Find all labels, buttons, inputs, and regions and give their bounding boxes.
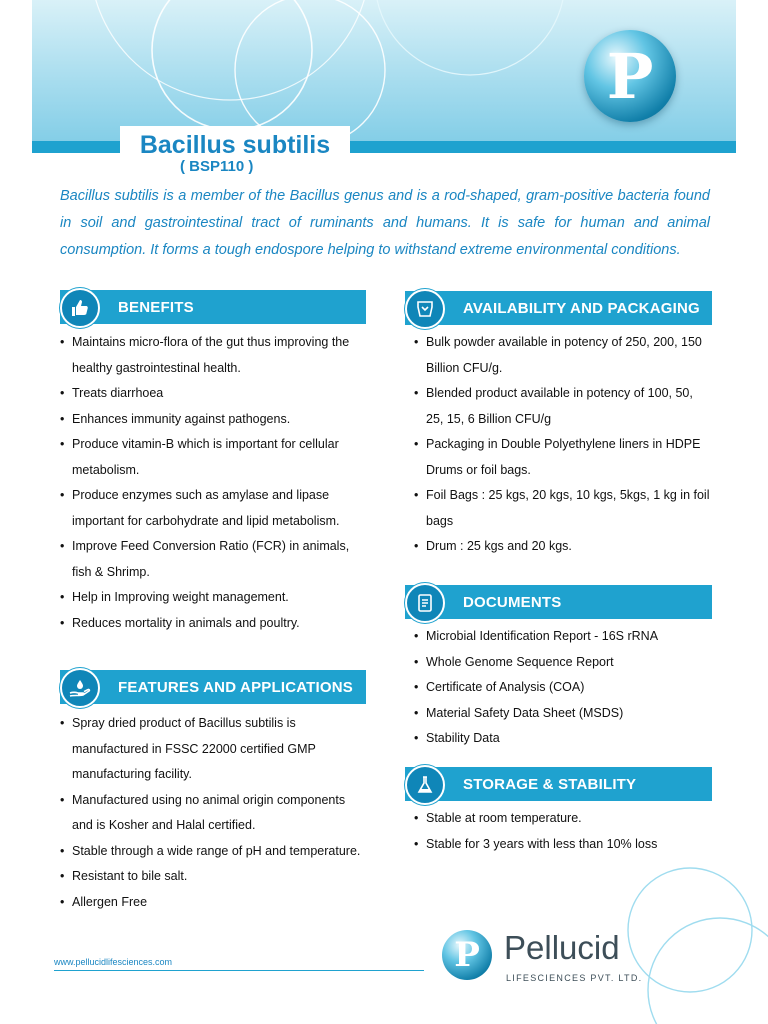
list-item: • Improve Feed Conversion Ratio (FCR) in animals, fish & Shrimp.: [60, 534, 366, 585]
list-item: • Treats diarrhoea: [60, 381, 366, 407]
storage-heading: [405, 767, 712, 801]
benefits-list: [60, 330, 366, 636]
documents-list: [414, 624, 710, 752]
pellucid-logo-icon: P: [442, 930, 492, 980]
list-item: • Certificate of Analysis (COA): [414, 675, 710, 701]
list-item: • Stable through a wide range of pH and temperature.: [60, 839, 366, 865]
website-link[interactable]: www.pellucidlifesciences.com: [54, 957, 173, 967]
list-item: • Foil Bags : 25 kgs, 20 kgs, 10 kgs, 5kgs, 1 kg in foil bags: [414, 483, 710, 534]
brand-name: Pellucid: [504, 929, 620, 966]
features-heading: [60, 670, 366, 704]
list-item: • Produce vitamin-B which is important for cellular metabolism.: [60, 432, 366, 483]
list-item: • Reduces mortality in animals and poultry.: [60, 611, 366, 637]
list-item: • Microbial Identification Report - 16S rRNA: [414, 624, 710, 650]
list-item: • Maintains micro-flora of the gut thus improving the healthy gastrointestinal health.: [60, 330, 366, 381]
list-item: • Bulk powder available in potency of 250, 200, 150 Billion CFU/g.: [414, 330, 710, 381]
brand-subtitle: LIFESCIENCES PVT. LTD.: [506, 973, 643, 983]
list-item: • Enhances immunity against pathogens.: [60, 407, 366, 433]
benefits-title: BENEFITS: [118, 298, 194, 316]
page-title: Bacillus subtilis: [139, 131, 331, 159]
list-item: • Drum : 25 kgs and 20 kgs.: [414, 534, 710, 560]
list-item: • Stable for 3 years with less than 10% loss: [414, 832, 710, 858]
availability-heading: [405, 291, 712, 325]
list-item: • Resistant to bile salt.: [60, 864, 366, 890]
storage-title: STORAGE & STABILITY: [463, 775, 637, 793]
pellucid-p-logo-icon: P: [584, 30, 676, 122]
list-item: • Packaging in Double Polyethylene liners in HDPE Drums or foil bags.: [414, 432, 710, 483]
document-icon: [405, 583, 445, 623]
benefits-heading: [60, 290, 366, 324]
list-item: • Spray dried product of Bacillus subtilis is manufactured in FSSC 22000 certified GMP manufacturing facility.: [60, 711, 366, 788]
list-item: • Manufactured using no animal origin components and is Kosher and Halal certified.: [60, 788, 366, 839]
hand-with-drop-icon: [60, 668, 100, 708]
product-code: ( BSP110 ): [180, 158, 254, 175]
availability-list: [414, 330, 710, 560]
availability-title: AVAILABILITY AND PACKAGING: [463, 299, 700, 317]
list-item: • Whole Genome Sequence Report: [414, 650, 710, 676]
list-item: • Stability Data: [414, 726, 710, 752]
list-item: • Material Safety Data Sheet (MSDS): [414, 701, 710, 727]
flask-icon: [405, 765, 445, 805]
thumbs-up-icon: [60, 288, 100, 328]
documents-title: DOCUMENTS: [463, 593, 562, 611]
features-list: [60, 711, 366, 915]
list-item: • Produce enzymes such as amylase and lipase important for carbohydrate and lipid metabolism.: [60, 483, 366, 534]
list-item: • Stable at room temperature.: [414, 806, 710, 832]
list-item: • Blended product available in potency of 100, 50, 25, 15, 6 Billion CFU/g: [414, 381, 710, 432]
package-icon: [405, 289, 445, 329]
storage-list: [414, 806, 710, 857]
intro-paragraph: Bacillus subtilis is a member of the Bacillus genus and is a rod-shaped, gram-positive bacteria found in soil and gastrointestinal tract of ruminants and humans. It is safe for human and animal consumption. It forms a tough endospore helping to withstand extreme environmental conditions.: [60, 188, 710, 258]
features-title: FEATURES AND APPLICATIONS: [118, 678, 354, 696]
list-item: • Help in Improving weight management.: [60, 585, 366, 611]
list-item: • Allergen Free: [60, 890, 366, 916]
documents-heading: [405, 585, 712, 619]
footer-divider: [54, 970, 424, 971]
